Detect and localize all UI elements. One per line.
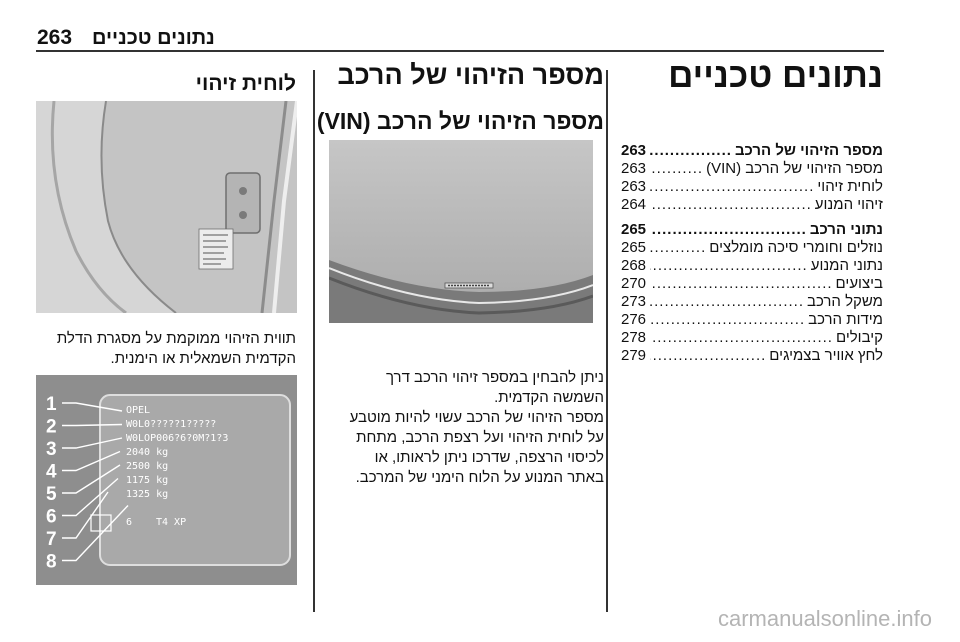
toc-entry-label: מספר הזיהוי של הרכב (VIN) (706, 160, 883, 177)
toc-entry-label: זיהוי המנוע (814, 196, 883, 213)
toc-entry-label: מספר הזיהוי של הרכב (734, 142, 883, 159)
toc-entry-page: 270 (621, 275, 647, 292)
toc-entry-page: 264 (621, 196, 647, 213)
toc-entry-label: מידות הרכב (808, 311, 883, 328)
vin-subheading: מספר הזיהוי של הרכב (VIN) (316, 108, 604, 134)
callout-number: 7 (46, 529, 57, 550)
toc-entry-page: 263 (621, 160, 647, 177)
column-divider-left (313, 70, 315, 612)
callout-number: 6 (46, 506, 57, 528)
text-line: תווית הזיהוי ממוקמת על מסגרת הדלת (56, 330, 296, 347)
toc-entry-page: 279 (621, 347, 647, 364)
text-line: באתר המנוע על הלוח הימני של המרכב. (355, 469, 604, 486)
toc-entry-page: 263 (621, 142, 647, 159)
callout-number: 1 (46, 394, 57, 415)
toc-leader-dots (650, 311, 805, 329)
toc-leader-dots (650, 293, 804, 311)
toc-leader-dots (650, 160, 703, 178)
table-of-contents (621, 142, 883, 372)
callout-number: 3 (46, 439, 57, 460)
toc-leader-dots (650, 142, 732, 160)
toc-entry[interactable] (621, 257, 883, 275)
toc-leader-dots (650, 257, 808, 275)
label-code: T4 XP (156, 517, 187, 528)
toc-leader-dots (650, 196, 812, 214)
toc-entry-page: 268 (621, 257, 647, 274)
id-label-diagram (36, 375, 297, 585)
toc-leader-dots (650, 221, 807, 239)
callout-number: 4 (46, 461, 57, 483)
toc-leader-dots (650, 347, 766, 365)
toc-entry-label: נוזלים וחומרי סיכה מומלצים (709, 239, 883, 256)
label-text-line: 2040 kg (126, 447, 169, 458)
toc-entry-page: 263 (621, 178, 647, 195)
toc-entry[interactable] (621, 221, 883, 239)
toc-entry[interactable] (621, 275, 883, 293)
toc-leader-dots (650, 329, 833, 347)
text-line: הקדמית השמאלית או הימנית. (110, 350, 296, 367)
text-line: לכיסוי הרצפה, שדרכו ניתן לראותו, או (374, 449, 604, 466)
toc-entry[interactable] (621, 293, 883, 311)
label-text-line: 1175 kg (126, 475, 169, 486)
vin-paragraph-2 (329, 408, 604, 488)
column-divider-right (606, 70, 608, 612)
text-line: על לוחית הזיהוי ועל רצפת הרכב, מתחת (356, 429, 604, 446)
toc-entry[interactable] (621, 160, 883, 178)
windshield-vin-photo (329, 140, 593, 323)
toc-entry[interactable] (621, 311, 883, 329)
page-number: 263 (37, 26, 73, 49)
text-line: ניתן להבחין במספר זיהוי הרכב דרך (385, 369, 604, 386)
toc-entry-label: נתוני הרכב (809, 221, 883, 238)
chapter-title: נתונים טכניים (668, 56, 883, 95)
toc-entry[interactable] (621, 329, 883, 347)
text-line: מספר הזיהוי של הרכב עשוי להיות מוטבע (349, 409, 604, 426)
callout-number: 8 (46, 551, 57, 573)
toc-group (621, 142, 883, 214)
watermark: carmanualsonline.info (717, 606, 932, 631)
toc-entry-page: 265 (621, 239, 647, 256)
door-frame-photo (36, 101, 297, 313)
callout-number: 5 (46, 484, 57, 505)
toc-entry-page: 273 (621, 293, 647, 310)
header-rule (36, 50, 884, 52)
toc-entry-page: 276 (621, 311, 647, 328)
plate-caption (26, 329, 296, 369)
label-text-line: 2500 kg (126, 461, 169, 472)
plate-heading: לוחית זיהוי (195, 72, 296, 95)
toc-entry-page: 265 (621, 221, 647, 238)
toc-group (621, 221, 883, 365)
toc-leader-dots (650, 239, 706, 257)
toc-entry[interactable] (621, 142, 883, 160)
toc-entry-label: משקל הרכב (807, 293, 883, 310)
toc-entry-label: לחץ אוויר בצמיגים (769, 347, 883, 364)
toc-entry-label: קיבולים (835, 329, 883, 346)
toc-leader-dots (650, 275, 833, 293)
toc-entry[interactable] (621, 178, 883, 196)
toc-entry-page: 278 (621, 329, 647, 346)
toc-entry[interactable] (621, 196, 883, 214)
label-code: 6 (126, 517, 133, 528)
toc-entry-label: ביצועים (835, 275, 883, 292)
vin-paragraph-1 (344, 368, 604, 408)
toc-leader-dots (650, 178, 814, 196)
text-line: השמשה הקדמית. (494, 389, 604, 406)
label-text-line: W0LOP006?6?0M?1?3 (126, 433, 229, 444)
label-text-line: W0L0?????1????? (126, 419, 217, 430)
label-text-line: 1325 kg (126, 489, 169, 500)
vin-heading: מספר הזיהוי של הרכב (337, 60, 604, 90)
toc-entry-label: לוחית זיהוי (817, 178, 883, 195)
toc-entry[interactable] (621, 239, 883, 257)
callout-number: 2 (46, 416, 57, 438)
toc-entry[interactable] (621, 347, 883, 365)
label-text-line: OPEL (126, 405, 151, 416)
running-header-title: נתונים טכניים (92, 27, 215, 49)
toc-entry-label: נתוני המנוע (810, 257, 883, 274)
